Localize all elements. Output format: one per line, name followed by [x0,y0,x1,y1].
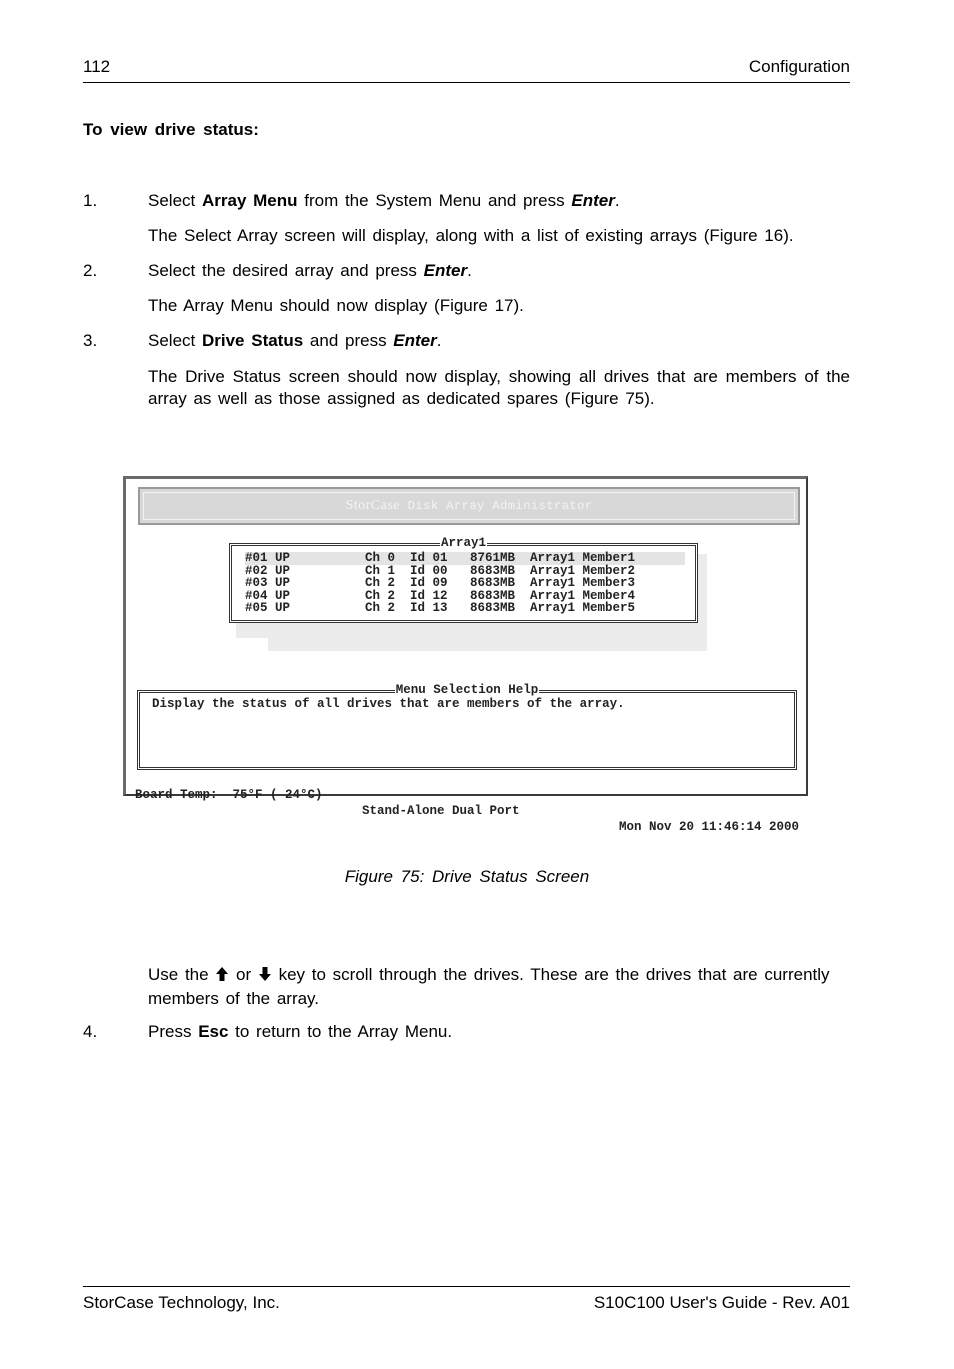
footer-doc-title: S10C100 User's Guide - Rev. A01 [593,1293,850,1312]
paragraph-scroll: Use the or key to scroll through the drives. These are the drives that are currently members of the array. [148,965,830,1008]
step-text: Select Drive Status and press Enter. [148,331,442,350]
section-title: Configuration [748,57,850,76]
menu-selection-help [137,683,797,770]
footer-company: StorCase Technology, Inc. [83,1293,280,1312]
figure-caption: Figure 75: Drive Status Screen [344,867,590,886]
board-temp: Board Temp: 75°F ( 24°C) [135,788,323,802]
drive-status-screenshot [123,476,808,834]
step-number: 1. [83,191,98,210]
page-footer [83,1286,850,1316]
title-bar [138,487,800,525]
drive-row[interactable]: #05 UP Ch 2 Id 13 8683MB Array1 Member5 [245,601,636,615]
array-drive-list [229,536,698,623]
step-text: Press Esc to return to the Array Menu. [148,1022,453,1041]
drive-row[interactable]: #04 UP Ch 2 Id 12 8683MB Array1 Member4 [245,588,636,603]
paragraph-select-array: The Select Array screen will display, along with a list of existing arrays (Figure 16). [148,226,794,245]
drive-row[interactable]: #03 UP Ch 2 Id 09 8683MB Array1 Member3 [245,576,636,590]
drive-row[interactable]: #02 UP Ch 1 Id 00 8683MB Array1 Member2 [245,563,636,578]
drive-row-selected[interactable]: #01 UP Ch 0 Id 01 8761MB Array1 Member1 [245,552,685,565]
procedure-heading: To view drive status: [83,120,259,139]
status-bar [135,771,799,834]
step-number: 3. [83,331,98,350]
page-header [83,56,850,83]
page-number: 112 [83,57,111,76]
arrow-down-icon [258,966,272,988]
paragraph-array-menu: The Array Menu should now display (Figure 17). [148,296,524,315]
paragraph-drive-status: The Drive Status screen should now display, showing all drives that are members of the array as well as those assigned as dedicated spares (Figure 75). [148,367,850,408]
step-number: 2. [83,261,98,280]
step-number: 4. [83,1022,98,1041]
arrow-up-icon [215,966,229,988]
date-time: Mon Nov 20 11:46:14 2000 [618,820,799,834]
app-title: StorCase Disk Array Administrator [345,498,593,513]
help-text: Display the status of all drives that are members of the array. [152,697,625,711]
help-label: Menu Selection Help [395,683,539,697]
step-text: Select Array Menu from the System Menu and press Enter. [148,191,620,210]
port-mode: Stand-Alone Dual Port [362,804,520,818]
array-label: Array1 [440,536,486,550]
step-text: Select the desired array and press Enter. [148,261,472,280]
